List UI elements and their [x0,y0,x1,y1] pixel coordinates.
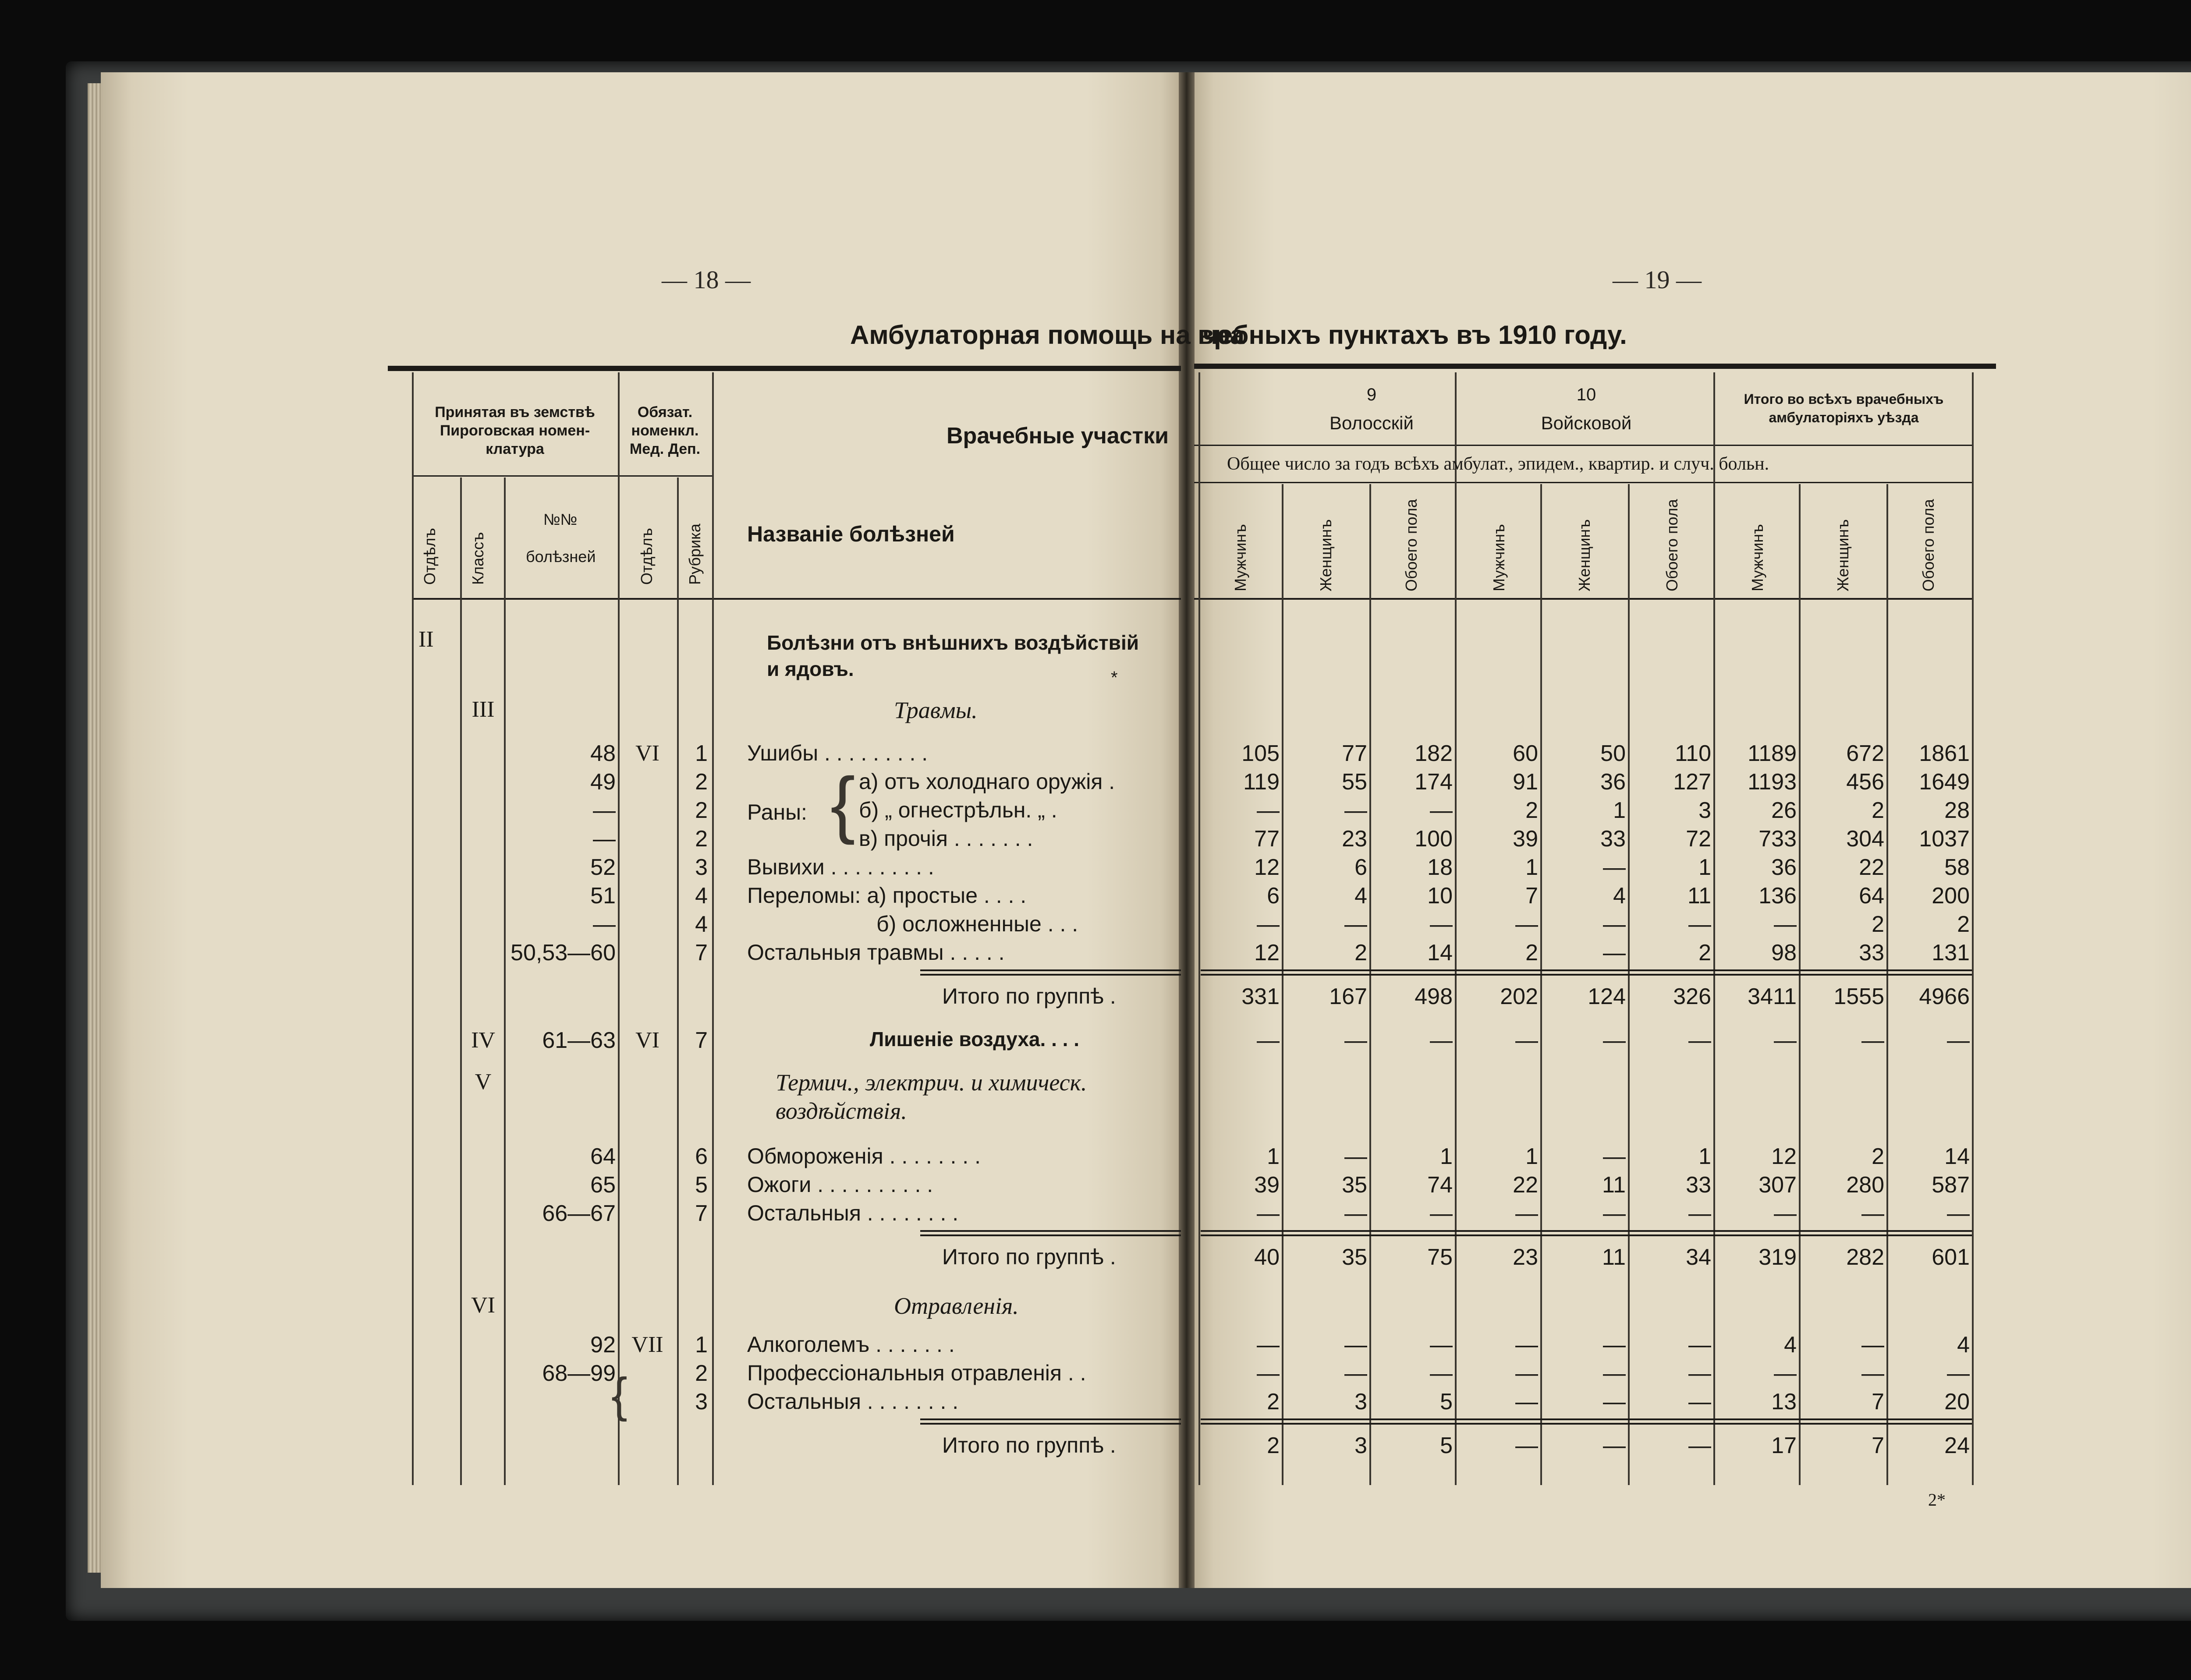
row-value-tot-1: — [1861,1361,1884,1386]
row-value-d9-2: 5 [1440,1433,1453,1458]
row-value-d9-2: 5 [1440,1389,1453,1415]
row-rubrika: 7 [695,1028,708,1053]
row-rubrika: 5 [695,1172,708,1198]
row-value-tot-0: 319 [1758,1245,1797,1270]
vrule [1886,484,1888,1485]
row-value-d9-1: — [1344,1201,1367,1226]
sub-men-total: Мужчинъ [1748,524,1766,591]
row-rule-left [920,1423,1181,1425]
row-disease-number: 68—99 [542,1361,616,1386]
row-value-d9-0: 105 [1241,741,1280,766]
row-value-d9-2: 18 [1427,855,1453,880]
row-value-d10-2: — [1688,1201,1711,1226]
row-value-tot-1: 7 [1872,1389,1884,1415]
row-disease-name: Итого по группѣ . [942,984,1116,1008]
row-value-tot-1: — [1861,1332,1884,1358]
row-disease-name: Остальныя . . . . . . . . [747,1389,959,1414]
row-value-d9-2: — [1430,1201,1453,1226]
row-disease-name: Остальныя . . . . . . . . [747,1201,959,1225]
row-value-tot-0: — [1774,912,1797,937]
rule-nomenclature [412,475,618,477]
section-title-1: Болѣзни отъ внѣшнихъ воздѣйствій [767,631,1139,654]
row-disease-name: Итого по группѣ . [942,1245,1116,1269]
row-value-d10-0: 7 [1525,883,1538,909]
row-value-tot-2: — [1947,1361,1970,1386]
row-value-d9-1: — [1344,798,1367,823]
poison-brace: { [611,1368,628,1422]
rule-districts [1194,445,1972,446]
row-value-d10-0: — [1515,1028,1538,1053]
header-klass: Классъ [469,532,487,585]
row-value-d10-0: — [1515,1389,1538,1415]
row-klass: V [475,1069,492,1094]
vrule [618,372,620,1485]
row-value-tot-1: 7 [1872,1433,1884,1458]
row-value-d10-2: — [1688,912,1711,937]
sub-both-d10: Обоего пола [1663,499,1681,591]
row-value-d10-1: 11 [1602,1172,1626,1198]
row-value-tot-2: 200 [1932,883,1970,909]
row-disease-number: — [593,798,616,823]
row-value-d9-0: — [1257,1361,1280,1386]
row-value-tot-1: 64 [1859,883,1884,909]
row-value-d9-1: 35 [1342,1172,1367,1198]
row-value-d10-0: 22 [1513,1172,1538,1198]
header-otdel: Отдѣлъ [421,528,439,585]
row-value-d9-1: 35 [1342,1245,1367,1270]
row-value-tot-1: 304 [1846,826,1884,852]
row-disease-name: Отравленія. [894,1293,1019,1319]
row-value-tot-0: — [1774,1361,1797,1386]
row-value-d10-1: — [1603,1332,1626,1358]
row-value-d10-2: — [1688,1433,1711,1458]
section-otdel: II [418,627,434,652]
row-rubrika: 7 [695,1201,708,1226]
row-disease-name: Обмороженія . . . . . . . . [747,1144,981,1168]
header-nomenclature: Принятая въ земствѣ Пироговская номен-клатура [435,404,595,457]
row-disease-name: а) отъ холоднаго оружія . [859,769,1115,794]
row-rubrika: 2 [695,1361,708,1386]
row-value-d10-1: — [1603,855,1626,880]
row-disease-name: Ушибы . . . . . . . . . [747,741,928,765]
row-value-d9-1: — [1344,912,1367,937]
row-rubrika: 7 [695,940,708,966]
row-value-d10-1: 36 [1600,769,1626,795]
row-value-tot-1: 33 [1859,940,1884,966]
row-value-d10-0: — [1515,1201,1538,1226]
row-rubrika: 2 [695,769,708,795]
row-value-d10-2: 3 [1698,798,1711,823]
row-value-d9-1: 2 [1354,940,1367,966]
row-rule-right [1201,974,1972,976]
row-klass: III [472,697,495,722]
row-value-tot-0: 4 [1784,1332,1797,1358]
row-rubrika: 4 [695,912,708,937]
vrule [712,372,714,1485]
header-bolezney: болѣзней [526,548,596,566]
row-value-d10-0: — [1515,912,1538,937]
row-value-d10-1: 50 [1600,741,1626,766]
row-value-d9-2: 174 [1415,769,1453,795]
row-value-tot-0: 1189 [1748,741,1797,766]
row-value-tot-2: 58 [1944,855,1970,880]
row-disease-name: в) прочія . . . . . . . [859,826,1033,851]
row-rule-right [1201,1230,1972,1232]
row-value-d10-1: 1 [1613,798,1626,823]
row-rubrika: 3 [695,1389,708,1415]
vrule [1198,372,1200,1485]
row-value-tot-0: 98 [1771,940,1797,966]
row-value-d9-0: 39 [1254,1172,1280,1198]
row-value-d9-0: — [1257,912,1280,937]
vrule [1455,372,1457,1485]
header-districts: Врачебные участки [947,423,1169,449]
row-value-d9-1: — [1344,1361,1367,1386]
row-value-tot-0: 136 [1758,883,1797,909]
row-disease-name: б) осложненные . . . [876,912,1078,936]
row-rule-right [1201,1234,1972,1236]
row-value-d10-2: — [1688,1332,1711,1358]
row-value-tot-2: 24 [1944,1433,1970,1458]
row-value-d9-2: 74 [1427,1172,1453,1198]
row-value-d10-2: 110 [1675,741,1711,766]
vrule [1799,484,1801,1485]
row-value-d10-0: 202 [1500,984,1538,1009]
row-rubrika: 3 [695,855,708,880]
row-value-d10-2: 72 [1686,826,1711,852]
row-value-d10-0: 2 [1525,940,1538,966]
sub-men-d10: Мужчинъ [1490,524,1508,591]
vrule [460,477,462,1485]
row-value-d9-2: — [1430,1361,1453,1386]
row-value-tot-0: 12 [1771,1144,1797,1169]
district-10-number: 10 [1576,385,1596,404]
row-value-tot-0: 1193 [1748,769,1797,795]
sub-both-d9: Обоего пола [1402,499,1420,591]
row-value-tot-1: — [1861,1201,1884,1226]
row-value-d9-0: 12 [1254,940,1280,966]
vrule [1713,372,1715,1485]
row-value-d10-1: — [1603,1201,1626,1226]
row-value-d9-1: 6 [1354,855,1367,880]
title-right-part: чебныхъ пунктахъ въ 1910 году. [1203,320,1627,350]
row-value-tot-1: 2 [1872,912,1884,937]
row-value-tot-2: 4 [1957,1332,1970,1358]
row-value-d10-0: 2 [1525,798,1538,823]
row-disease-name: Итого по группѣ . [942,1433,1116,1457]
row-value-d10-2: 34 [1686,1245,1711,1270]
row-disease-number: 50,53—60 [511,940,616,966]
row-value-d10-0: 1 [1525,855,1538,880]
row-value-d10-2: 1 [1698,1144,1711,1169]
header-otdel-2: Отдѣлъ [638,528,656,585]
row-value-d10-0: — [1515,1433,1538,1458]
rule-caption [1194,482,1972,483]
row-disease-number: 52 [590,855,616,880]
row-value-tot-0: 17 [1771,1433,1797,1458]
row-value-tot-0: — [1774,1201,1797,1226]
row-value-d10-1: — [1603,1361,1626,1386]
header-bottom-left [412,598,1181,600]
sub-men-d9: Мужчинъ [1231,524,1249,591]
row-value-tot-0: 13 [1771,1389,1797,1415]
row-otdel: VII [631,1332,663,1357]
row-disease-name: б) „ огнестрѣльн. „ . [859,798,1057,822]
row-rubrika: 2 [695,826,708,852]
wounds-brace: { [830,762,855,845]
district-9-name: Волосскій [1329,413,1414,433]
row-value-d9-2: 182 [1415,741,1453,766]
row-klass: VI [471,1293,495,1318]
row-value-d9-0: 6 [1267,883,1280,909]
row-value-d10-0: — [1515,1332,1538,1358]
sub-women-d10: Женщинъ [1575,519,1593,591]
row-value-tot-0: 733 [1758,826,1797,852]
row-value-tot-1: 672 [1846,741,1884,766]
row-value-d9-2: 498 [1415,984,1453,1009]
row-rubrika: 2 [695,798,708,823]
row-value-tot-2: 14 [1944,1144,1970,1169]
row-otdel: VI [635,1028,659,1053]
district-10-name: Войсковой [1541,413,1632,433]
row-value-d9-0: 2 [1267,1389,1280,1415]
row-value-d10-1: — [1603,940,1626,966]
row-value-tot-2: — [1947,1028,1970,1053]
row-value-d9-0: 2 [1267,1433,1280,1458]
row-rule-left [920,1230,1181,1232]
row-klass: IV [471,1028,495,1053]
row-rule-left [920,969,1181,971]
general-caption: Общее число за годъ всѣхъ амбулат., эпидем., квартир. и случ. больн. [1227,454,1769,474]
vrule [1628,484,1630,1485]
section-title-2: и ядовъ. [767,658,854,680]
header-obligatory: Обязат. номенкл. Мед. Деп. [629,404,701,457]
row-value-d10-1: — [1603,1028,1626,1053]
row-value-d9-0: 77 [1254,826,1280,852]
row-rubrika: 1 [695,1332,708,1358]
row-value-tot-2: — [1947,1201,1970,1226]
row-value-tot-1: 456 [1846,769,1884,795]
row-value-d10-2: 2 [1698,940,1711,966]
district-9-number: 9 [1366,385,1377,404]
vrule [1282,484,1283,1485]
row-disease-number: — [593,826,616,852]
row-value-d9-2: 75 [1427,1245,1453,1270]
row-value-tot-2: 1861 [1919,741,1970,766]
row-value-d10-2: 326 [1673,984,1711,1009]
row-rule-right [1201,1423,1972,1425]
row-value-tot-1: 2 [1872,798,1884,823]
row-value-tot-0: 3411 [1748,984,1797,1009]
row-disease-name: Алкоголемъ . . . . . . . [747,1332,955,1357]
row-value-d9-1: — [1344,1332,1367,1358]
top-rule-left [388,366,1181,371]
row-value-d9-0: 331 [1241,984,1280,1009]
rule-obligatory [618,475,712,477]
row-value-d10-1: — [1603,1144,1626,1169]
row-disease-name: Профессіональныя отравленія . . [747,1361,1086,1385]
row-value-d9-0: — [1257,1332,1280,1358]
row-value-tot-0: 26 [1771,798,1797,823]
right-page-number: — 19 — [1613,265,1702,294]
row-disease-name: Остальныя травмы . . . . . [747,940,1005,965]
header-disease-name: Названіе болѣзней [747,522,955,546]
row-value-tot-2: 601 [1932,1245,1970,1270]
row-rubrika: 4 [695,883,708,909]
row-value-tot-2: 4966 [1919,984,1970,1009]
vrule [1540,484,1542,1485]
row-disease-number: 66—67 [542,1201,616,1226]
row-value-tot-1: 22 [1859,855,1884,880]
section-star: * [1111,668,1118,687]
row-value-d10-1: 4 [1613,883,1626,909]
row-value-d10-1: 11 [1602,1245,1626,1270]
row-value-d9-2: 14 [1427,940,1453,966]
row-disease-number: 48 [590,741,616,766]
row-value-d10-2: — [1688,1389,1711,1415]
row-value-d10-0: 23 [1513,1245,1538,1270]
row-rubrika: 1 [695,741,708,766]
row-otdel: VI [635,741,659,766]
row-disease-number: 92 [590,1332,616,1358]
row-value-tot-1: 1555 [1833,984,1884,1009]
row-disease-number: 65 [590,1172,616,1198]
row-disease-name: воздѣйствія. [776,1098,907,1124]
row-value-d9-0: 12 [1254,855,1280,880]
row-value-d9-1: 167 [1329,984,1367,1009]
row-value-d10-0: 91 [1513,769,1538,795]
row-value-tot-2: 131 [1932,940,1970,966]
row-value-d10-1: — [1603,1433,1626,1458]
row-value-tot-0: 36 [1771,855,1797,880]
row-value-d10-1: 124 [1588,984,1626,1009]
row-value-d9-1: — [1344,1144,1367,1169]
row-value-d9-1: 55 [1342,769,1367,795]
printer-signature: 2* [1928,1490,1946,1510]
row-value-d9-0: — [1257,1028,1280,1053]
row-disease-number: 49 [590,769,616,795]
row-value-d10-2: 11 [1688,883,1711,909]
row-value-d10-2: 33 [1686,1172,1711,1198]
row-value-tot-2: 20 [1944,1389,1970,1415]
vrule [677,477,679,1485]
row-disease-number: 64 [590,1144,616,1169]
header-bottom-right [1194,598,1972,600]
row-value-d9-1: — [1344,1028,1367,1053]
row-rule-right [1201,969,1972,971]
row-value-d9-1: 23 [1342,826,1367,852]
row-value-d9-1: 3 [1354,1433,1367,1458]
title-left-part: Амбулаторная помощь на вра [850,320,1245,350]
row-value-tot-0: — [1774,1028,1797,1053]
row-value-d9-0: — [1257,798,1280,823]
row-rule-left [920,1418,1181,1420]
row-value-d10-0: 1 [1525,1144,1538,1169]
row-value-d10-0: 60 [1513,741,1538,766]
row-value-d9-2: 100 [1415,826,1453,852]
row-value-d10-2: — [1688,1361,1711,1386]
sub-both-total: Обоего пола [1919,499,1937,591]
row-rule-left [920,974,1181,976]
sub-women-total: Женщинъ [1834,519,1852,591]
left-page-number: — 18 — [662,265,751,294]
row-value-tot-1: 280 [1846,1172,1884,1198]
row-value-d10-0: — [1515,1361,1538,1386]
row-value-d9-2: — [1430,1332,1453,1358]
row-value-tot-1: 2 [1872,1144,1884,1169]
row-value-d9-0: 1 [1267,1144,1280,1169]
row-value-tot-1: — [1861,1028,1884,1053]
row-value-d10-1: — [1603,912,1626,937]
row-disease-name: Термич., электрич. и химическ. [776,1069,1087,1096]
book-gutter [1179,72,1195,1588]
row-rule-right [1201,1418,1972,1420]
row-value-d9-1: 4 [1354,883,1367,909]
row-disease-name: Переломы: а) простые . . . . [747,883,1027,908]
row-value-tot-2: 1649 [1919,769,1970,795]
row-disease-name: Травмы. [894,697,978,723]
row-value-d9-2: — [1430,1028,1453,1053]
header-rubrika: Рубрика [686,523,704,585]
vrule [412,372,414,1485]
row-disease-name: Лишеніе воздуха. . . . [870,1028,1079,1050]
wounds-label: Раны: [747,800,807,824]
row-disease-number: — [593,912,616,937]
row-value-tot-2: 2 [1957,912,1970,937]
sub-women-d9: Женщинъ [1317,519,1335,591]
row-value-d9-1: 77 [1342,741,1367,766]
row-value-d9-0: 40 [1254,1245,1280,1270]
row-value-tot-0: 307 [1758,1172,1797,1198]
row-value-tot-1: 282 [1846,1245,1884,1270]
row-value-d9-0: 119 [1243,769,1280,795]
row-rubrika: 6 [695,1144,708,1169]
row-value-d10-2: — [1688,1028,1711,1053]
row-value-tot-2: 28 [1944,798,1970,823]
row-rule-left [920,1234,1181,1236]
row-value-d10-0: 39 [1513,826,1538,852]
row-value-tot-2: 587 [1932,1172,1970,1198]
row-value-d9-2: — [1430,912,1453,937]
row-value-d9-1: 3 [1354,1389,1367,1415]
row-value-d10-2: 1 [1698,855,1711,880]
row-disease-name: Ожоги . . . . . . . . . . [747,1172,933,1197]
row-value-d10-1: 33 [1600,826,1626,852]
row-value-d9-0: — [1257,1201,1280,1226]
row-disease-number: 51 [590,883,616,909]
vrule [1369,484,1371,1485]
row-value-d9-2: 10 [1427,883,1453,909]
row-value-d9-2: — [1430,798,1453,823]
top-rule-right [1194,364,1996,369]
row-value-d10-1: — [1603,1389,1626,1415]
header-nn: №№ [543,510,578,528]
vrule [1972,372,1974,1485]
total-header: Итого во всѣхъ врачебныхъ амбулаторіяхъ уѣзда [1744,391,1944,425]
row-disease-name: Вывихи . . . . . . . . . [747,855,934,879]
row-value-d10-2: 127 [1673,769,1711,795]
row-value-tot-2: 1037 [1919,826,1970,852]
row-disease-number: 61—63 [542,1028,616,1053]
row-value-d9-2: 1 [1440,1144,1453,1169]
